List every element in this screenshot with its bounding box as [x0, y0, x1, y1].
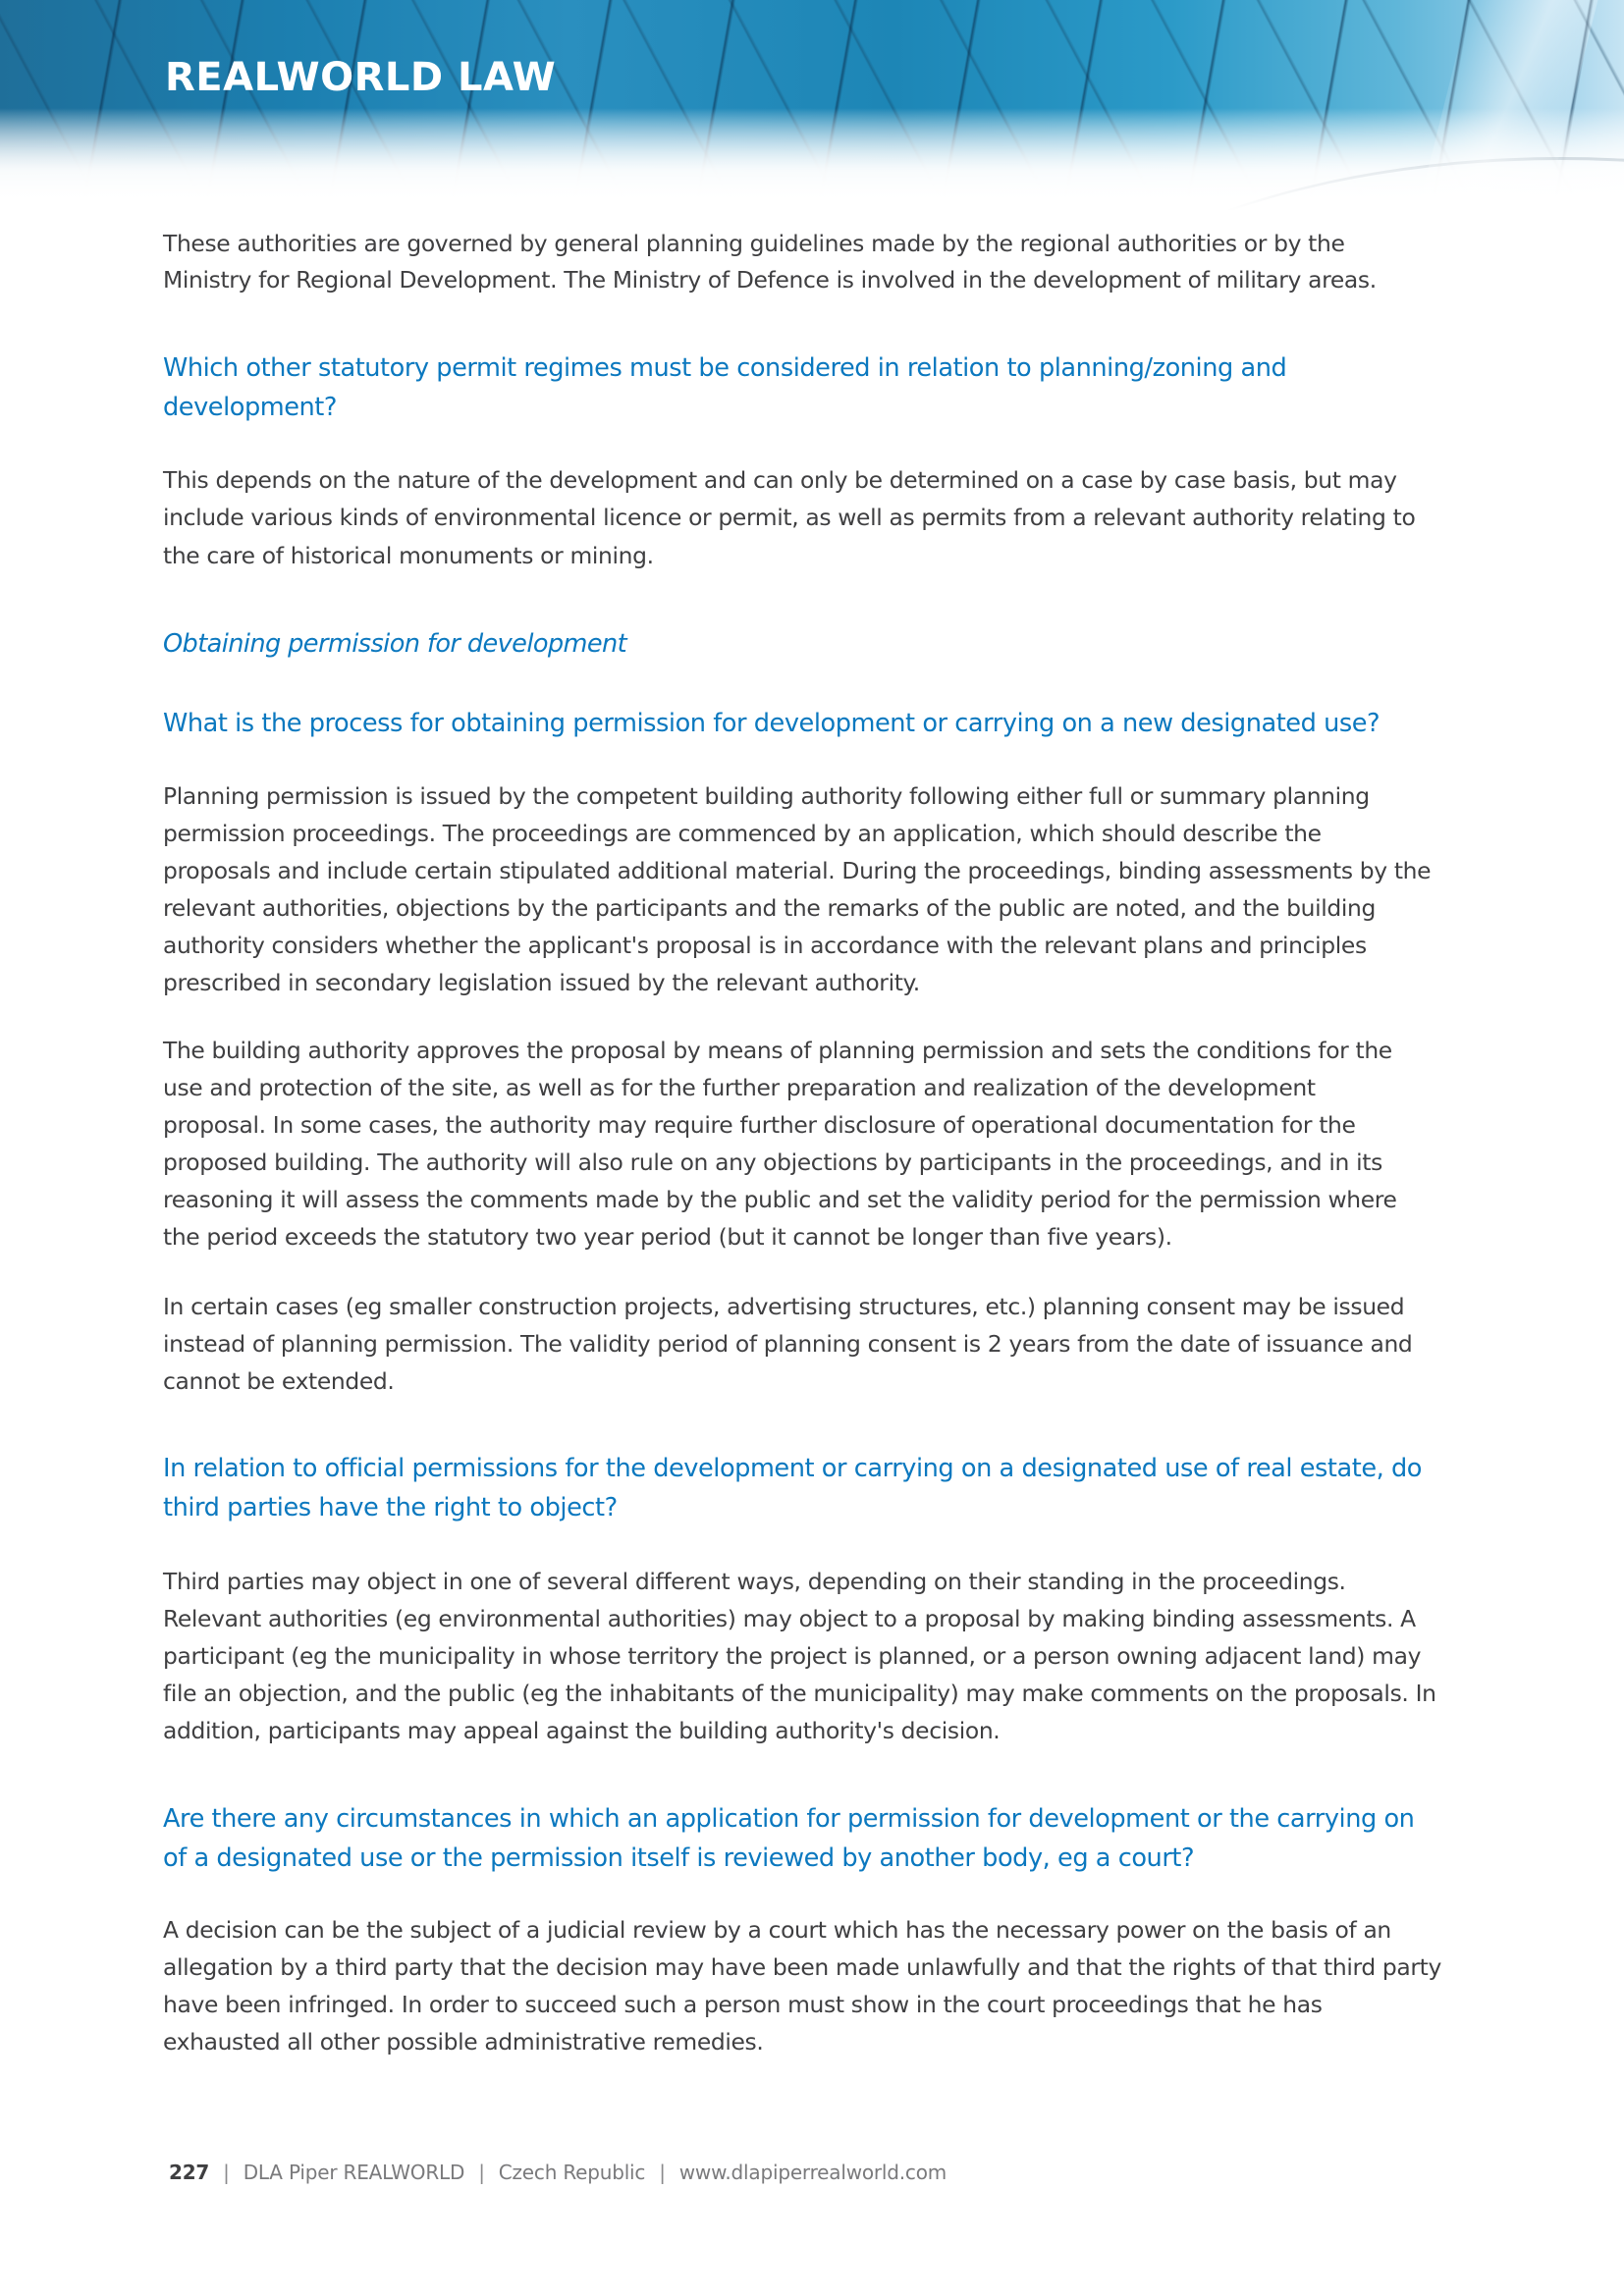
- text-line: file an objection, and the public (eg the inhabitants of the municipality) may make comments on the proposals. In: [163, 1680, 1436, 1707]
- heading-line: What is the process for obtaining permission for development or carrying on a new designated use?: [163, 709, 1380, 738]
- text-line: the care of historical monuments or mining.: [163, 542, 654, 569]
- page-number: 227: [169, 2161, 210, 2184]
- heading-line: In relation to official permissions for the development or carrying on a designated use of real estate, do: [163, 1454, 1423, 1483]
- heading-line: development?: [163, 393, 338, 422]
- text-line: instead of planning permission. The validity period of planning consent is 2 years from the date of issuance and: [163, 1330, 1413, 1358]
- heading-line: Which other statutory permit regimes must be considered in relation to planning/zoning and: [163, 353, 1287, 383]
- text-line: This depends on the nature of the development and can only be determined on a case by case basis, but may: [163, 466, 1397, 494]
- text-line: Third parties may object in one of several different ways, depending on their standing in the proceedings.: [163, 1568, 1346, 1595]
- text-line: addition, participants may appeal against the building authority's decision.: [163, 1717, 1001, 1744]
- text-line: proposed building. The authority will also rule on any objections by participants in the proceedings, and in its: [163, 1148, 1382, 1176]
- footer-country: Czech Republic: [498, 2161, 646, 2184]
- text-line: authority considers whether the applicant's proposal is in accordance with the relevant plans and principles: [163, 932, 1367, 959]
- text-line: proposals and include certain stipulated additional material. During the proceedings, binding assessments by the: [163, 857, 1432, 884]
- text-line: These authorities are governed by general planning guidelines made by the regional authorities or by the: [163, 230, 1345, 257]
- footer-separator: |: [223, 2161, 230, 2184]
- text-line: permission proceedings. The proceedings are commenced by an application, which should describe the: [163, 820, 1322, 847]
- page-header-title: REALWORLD LAW: [165, 55, 557, 100]
- text-line: reasoning it will assess the comments made by the public and set the validity period for the permission where: [163, 1186, 1397, 1213]
- text-line: A decision can be the subject of a judicial review by a court which has the necessary power on the basis of an: [163, 1916, 1391, 1944]
- section-subheading: Obtaining permission for development: [163, 629, 627, 659]
- text-line: The building authority approves the proposal by means of planning permission and sets the conditions for the: [163, 1037, 1392, 1064]
- text-line: cannot be extended.: [163, 1367, 395, 1395]
- text-line: the period exceeds the statutory two year period (but it cannot be longer than five years).: [163, 1223, 1172, 1251]
- text-line: Relevant authorities (eg environmental authorities) may object to a proposal by making binding assessments. A: [163, 1605, 1416, 1632]
- text-line: include various kinds of environmental licence or permit, as well as permits from a relevant authority relating to: [163, 504, 1416, 531]
- text-line: relevant authorities, objections by the participants and the remarks of the public are noted, and the building: [163, 894, 1376, 922]
- text-line: proposal. In some cases, the authority may require further disclosure of operational documentation for the: [163, 1111, 1356, 1139]
- footer-separator: |: [659, 2161, 666, 2184]
- text-line: allegation by a third party that the decision may have been made unlawfully and that the rights of that third party: [163, 1953, 1441, 1981]
- banner-fade: [0, 108, 1624, 211]
- text-line: participant (eg the municipality in whose territory the project is planned, or a person owning adjacent land) may: [163, 1642, 1422, 1670]
- footer-separator: |: [478, 2161, 485, 2184]
- page-footer: [169, 2160, 947, 2185]
- text-line: prescribed in secondary legislation issued by the relevant authority.: [163, 969, 920, 996]
- footer-publication: DLA Piper REALWORLD: [243, 2161, 465, 2184]
- header-banner: [0, 0, 1624, 211]
- text-line: use and protection of the site, as well as for the further preparation and realization of the development: [163, 1074, 1316, 1101]
- text-line: In certain cases (eg smaller construction projects, advertising structures, etc.) planning consent may be issued: [163, 1293, 1405, 1320]
- text-line: have been infringed. In order to succeed such a person must show in the court proceedings that he has: [163, 1991, 1323, 2018]
- heading-line: Are there any circumstances in which an application for permission for development or the carrying on: [163, 1804, 1415, 1834]
- footer-website-link[interactable]: www.dlapiperrealworld.com: [678, 2161, 947, 2184]
- heading-line: third parties have the right to object?: [163, 1493, 618, 1522]
- text-line: exhausted all other possible administrative remedies.: [163, 2028, 764, 2056]
- heading-line: of a designated use or the permission itself is reviewed by another body, eg a court?: [163, 1843, 1195, 1873]
- text-line: Ministry for Regional Development. The Ministry of Defence is involved in the development of military areas.: [163, 266, 1377, 294]
- text-line: Planning permission is issued by the competent building authority following either full or summary planning: [163, 782, 1370, 810]
